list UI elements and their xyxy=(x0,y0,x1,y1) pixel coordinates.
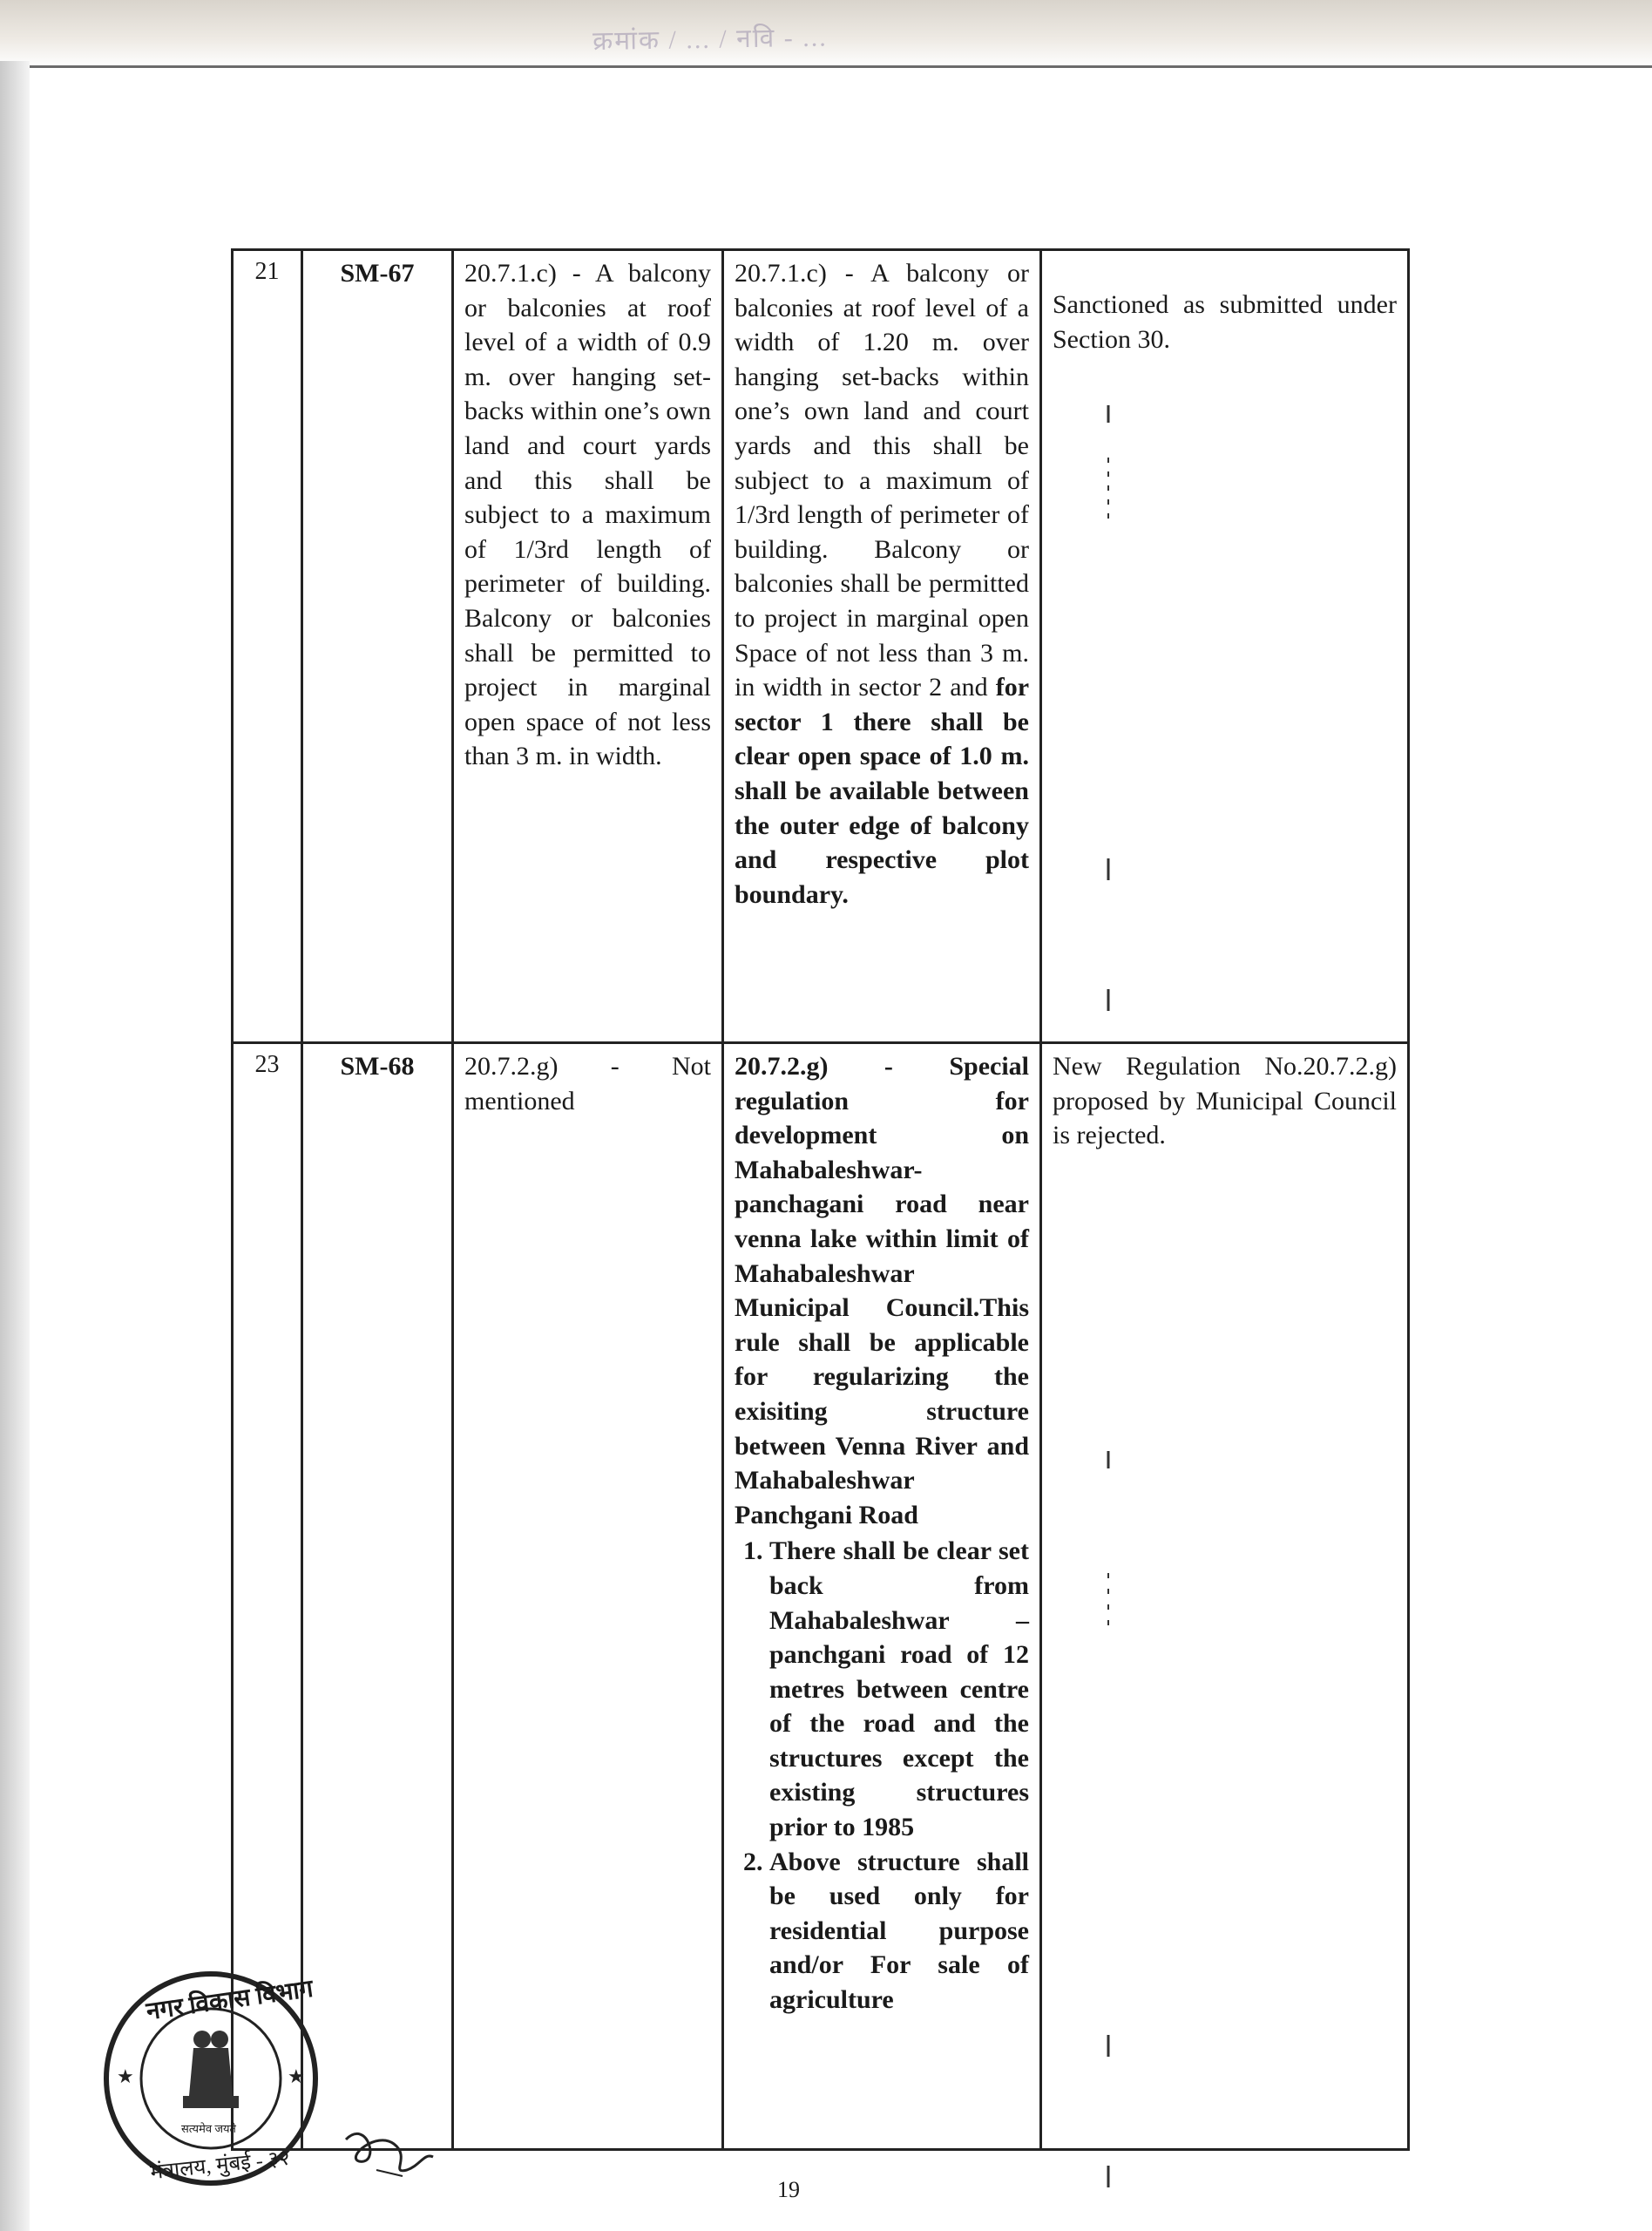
margin-dash-marks xyxy=(1100,248,1117,2227)
svg-text:★: ★ xyxy=(288,2065,305,2087)
modification-code: SM-68 xyxy=(302,1043,453,2150)
regulation-table xyxy=(231,248,1410,2151)
decision-text: Sanctioned as submitted under Section 30. xyxy=(1041,250,1409,1043)
table-row xyxy=(233,250,1409,1043)
list-item: 2. Above structure shall be used only for residential purpose and/or For sale of agriculture xyxy=(769,1845,1029,2017)
table-row xyxy=(233,1043,1409,2150)
list-item: 1. There shall be clear set back from Mahabaleshwar – panchgani road of 12 metres between centre of the road and the structures except the existing structures prior to 1985 xyxy=(769,1534,1029,1844)
page-left-edge xyxy=(0,61,30,2231)
svg-text:★: ★ xyxy=(117,2065,134,2087)
proposed-regulation-text: 20.7.1.c) - A balcony or balconies at roof level of a width of 1.20 m. over hanging set-backs within one’s own land and court yards and this shall be subject to a maximum of 1/3rd length of perimeter of building. Balcony or balconies shall be permitted to project in marginal open Space of not less than 3 m. in width in sector 2 and xyxy=(735,259,1029,702)
official-seal xyxy=(98,1965,324,2192)
proposed-regulation-intro: 20.7.2.g) - Special regulation for development on Mahabaleshwar-panchagani road near venna lake within limit of Mahabaleshwar Municipal Council.This rule shall be applicable for regularizing the exisiting structure between Venna River and Mahabaleshwar Panchgani Road xyxy=(735,1052,1029,1529)
proposed-conditions-list xyxy=(735,1534,1029,2017)
header-stamp-text: क्रमांक / ... / नवि - ... xyxy=(592,23,829,57)
row-number: 23 xyxy=(233,1043,302,2150)
row-number: 21 xyxy=(233,250,302,1043)
modification-code: SM-67 xyxy=(302,250,453,1043)
page-number: 19 xyxy=(777,2177,800,2202)
existing-regulation-text: 20.7.2.g) - Not mentioned xyxy=(453,1043,723,2150)
proposed-regulation-cell xyxy=(723,250,1041,1043)
proposed-regulation-bold-text: for sector 1 there shall be clear open space of 1.0 m. shall be available between the outer edge of balcony and respective plot boundary. xyxy=(735,673,1030,909)
proposed-regulation-cell xyxy=(723,1043,1041,2150)
seal-top-text: नगर विकास विभाग xyxy=(144,1975,315,2026)
seal-motto: सत्यमेव जयते xyxy=(181,2122,236,2135)
existing-regulation-text: 20.7.1.c) - A balcony or balconies at roof level of a width of 0.9 m. over hanging set-backs within one’s own land and court yards and this shall be subject to a maximum of 1/3rd length of perimeter of building. Balcony or balconies shall be permitted to project in marginal open space of not less than 3 m. in width. xyxy=(453,250,723,1043)
signature-icon xyxy=(342,2122,437,2183)
decision-text: New Regulation No.20.7.2.g) proposed by Municipal Council is rejected. xyxy=(1041,1043,1409,2150)
seal-bottom-text: मंत्रालय, मुंबई - ३२ xyxy=(149,2146,291,2185)
